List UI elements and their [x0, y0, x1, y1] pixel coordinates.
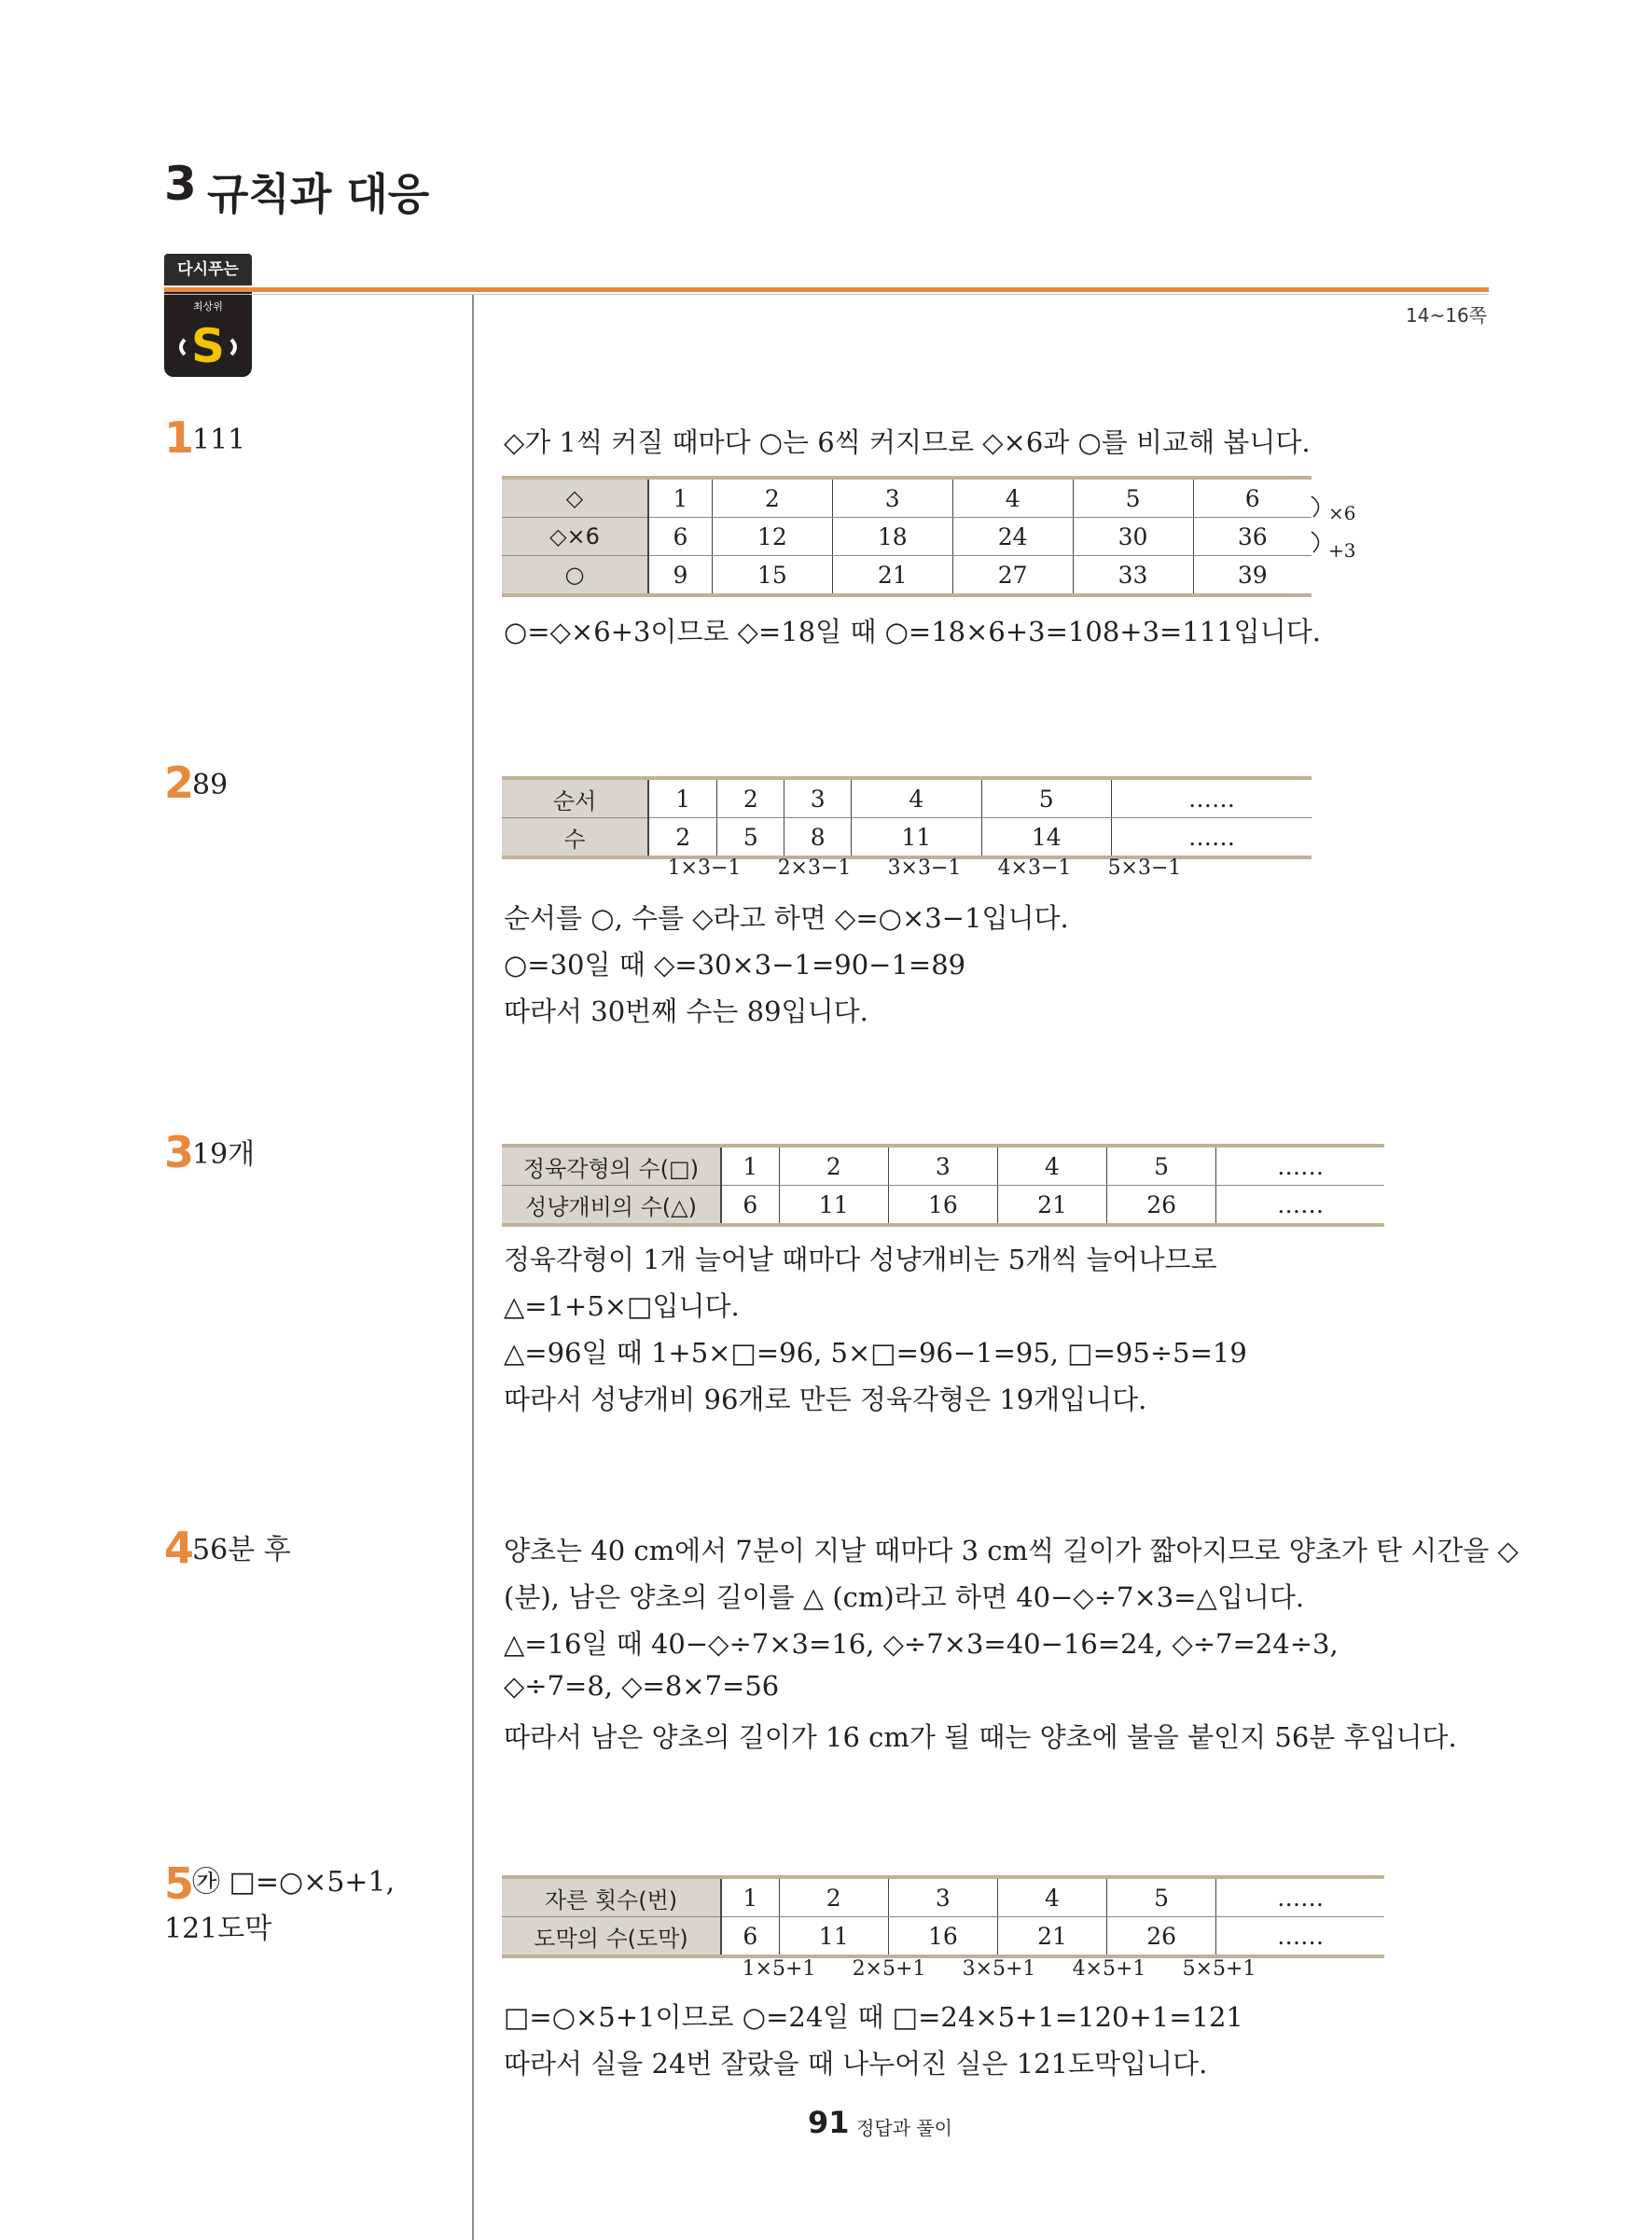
table-cell: 21 [997, 1186, 1106, 1226]
table-cell: 15 [712, 556, 832, 596]
q5-line-1: □=○×5+1이므로 ○=24일 때 □=24×5+1=120+1=121 [504, 2001, 1243, 2033]
column-divider [472, 295, 474, 2240]
table-cell: …… [1216, 1146, 1384, 1186]
q5-under-4: 4×5+1 [1072, 1957, 1146, 1981]
table-cell: 26 [1107, 1186, 1216, 1226]
q2-under-4: 4×3−1 [997, 856, 1072, 880]
q2-under-2: 2×3−1 [777, 856, 852, 880]
answer-1: 111 [192, 424, 246, 456]
table-cell: 11 [779, 1186, 888, 1226]
question-number-3: 3 [164, 1127, 195, 1177]
table-cell: 36 [1193, 518, 1312, 556]
table-cell: 3 [784, 778, 852, 818]
page-label: 정답과 풀이 [856, 2117, 952, 2139]
table-cell: …… [1111, 818, 1312, 858]
table-cell: 5 [981, 778, 1111, 818]
q5-under-2: 2×5+1 [852, 1957, 926, 1981]
table-cell: 6 [721, 1917, 779, 1957]
table-cell: 26 [1107, 1917, 1216, 1957]
q1-row1-head: ◇ [502, 478, 648, 518]
q5-table [502, 1875, 1384, 1958]
table-cell: 6 [648, 518, 712, 556]
q5-row1-head: 자른 횟수(번) [502, 1877, 721, 1917]
table-cell: 5 [1107, 1146, 1216, 1186]
table-cell: 24 [952, 518, 1073, 556]
table-cell: …… [1216, 1877, 1384, 1917]
q3-line-2: △=1+5×□입니다. [504, 1290, 740, 1322]
table-cell: 6 [1193, 478, 1312, 518]
q2-under-3: 3×3−1 [887, 856, 962, 880]
table-cell: 2 [717, 778, 784, 818]
q4-line-5: 따라서 남은 양초의 길이가 16 cm가 될 때는 양초에 불을 붙인지 56분 후입니다. [504, 1721, 1457, 1753]
table-cell: 2 [712, 478, 832, 518]
header-rule [164, 287, 1489, 292]
header-rule-thin [164, 294, 1489, 295]
q1-line-1: ○=◇×6+3이므로 ◇=18일 때 ○=18×6+3=108+3=111입니다. [504, 616, 1321, 647]
table-cell: 4 [952, 478, 1073, 518]
table-cell: 8 [784, 818, 852, 858]
page-number: 91 [808, 2105, 850, 2140]
table-cell: 14 [981, 818, 1111, 858]
badge-sub: 최상위 [193, 300, 223, 313]
q3-table [502, 1144, 1384, 1227]
table-cell: 39 [1193, 556, 1312, 596]
table-cell: 18 [832, 518, 952, 556]
q3-line-1: 정육각형이 1개 늘어날 때마다 성냥개비는 5개씩 늘어나므로 [504, 1244, 1217, 1275]
q5-row2-head: 도막의 수(도막) [502, 1917, 721, 1957]
table-cell: 1 [648, 778, 717, 818]
badge-label: 다시푸는 [164, 254, 252, 285]
q2-row1-head: 순서 [502, 778, 648, 818]
q3-line-4: 따라서 성냥개비 96개로 만든 정육각형은 19개입니다. [504, 1384, 1147, 1415]
q3-line-3: △=96일 때 1+5×□=96, 5×□=96−1=95, □=95÷5=19 [504, 1337, 1247, 1369]
table-cell: 21 [832, 556, 952, 596]
table-cell: 4 [997, 1877, 1106, 1917]
table-cell: 5 [717, 818, 784, 858]
q1-row2-head: ◇×6 [502, 518, 648, 556]
question-number-4: 4 [164, 1523, 195, 1573]
q2-under-1: 1×3−1 [667, 856, 742, 880]
answer-3: 19개 [192, 1138, 256, 1171]
badge-letter: S [190, 319, 226, 371]
table-cell: 21 [997, 1917, 1106, 1957]
q2-table [502, 776, 1312, 859]
q3-row1-head: 정육각형의 수(□) [502, 1146, 721, 1186]
badge-logo [164, 291, 252, 377]
table-cell: …… [1216, 1186, 1384, 1226]
table-cell: 16 [888, 1186, 997, 1226]
table-cell: 5 [1073, 478, 1193, 518]
question-number-2: 2 [164, 758, 195, 808]
table-cell: 2 [648, 818, 717, 858]
q2-line-2: ○=30일 때 ◇=30×3−1=90−1=89 [504, 949, 966, 981]
q4-line-4: ◇÷7=8, ◇=8×7=56 [504, 1670, 780, 1702]
page-range: 14~16쪽 [1406, 304, 1487, 327]
table-cell: 6 [721, 1186, 779, 1226]
table-cell: 9 [648, 556, 712, 596]
table-cell: …… [1111, 778, 1312, 818]
table-cell: 27 [952, 556, 1073, 596]
answer-4: 56분 후 [192, 1534, 291, 1566]
q1-intro: ◇가 1씩 커질 때마다 ○는 6씩 커지므로 ◇×6과 ○를 비교해 봅니다. [504, 426, 1311, 458]
answer-5-line-2: 121도막 [164, 1913, 272, 1945]
q3-row2-head: 성냥개비의 수(△) [502, 1186, 721, 1226]
q4-line-3: △=16일 때 40−◇÷7×3=16, ◇÷7×3=40−16=24, ◇÷7=24÷3, [504, 1628, 1339, 1660]
q5-under-5: 5×5+1 [1182, 1957, 1256, 1981]
s-logo-icon [174, 312, 243, 371]
q1-arrow-times6: ×6 [1328, 502, 1356, 524]
table-cell: 1 [648, 478, 712, 518]
table-cell: 3 [832, 478, 952, 518]
table-cell: 2 [779, 1877, 888, 1917]
q2-under-5: 5×3−1 [1107, 856, 1182, 880]
chapter-number: 3 [164, 157, 197, 211]
table-cell: 1 [721, 1146, 779, 1186]
table-cell: 11 [852, 818, 981, 858]
q5-under-1: 1×5+1 [742, 1957, 816, 1981]
table-cell: …… [1216, 1917, 1384, 1957]
table-cell: 1 [721, 1877, 779, 1917]
q5-line-2: 따라서 실을 24번 잘랐을 때 나누어진 실은 121도막입니다. [504, 2048, 1208, 2080]
answer-2: 89 [192, 769, 229, 801]
q2-line-1: 순서를 ○, 수를 ◇라고 하면 ◇=○×3−1입니다. [504, 902, 1069, 934]
q2-line-3: 따라서 30번째 수는 89입니다. [504, 995, 868, 1027]
q5-under-3: 3×5+1 [962, 1957, 1036, 1981]
question-number-5: 5 [164, 1858, 195, 1909]
table-cell: 11 [779, 1917, 888, 1957]
table-cell: 12 [712, 518, 832, 556]
q1-row3-head: ○ [502, 556, 648, 596]
q1-table [502, 476, 1312, 597]
q4-line-2: (분), 남은 양초의 길이를 △ (cm)라고 하면 40−◇÷7×3=△입니다. [504, 1581, 1305, 1613]
q2-row2-head: 수 [502, 818, 648, 858]
table-cell: 2 [779, 1146, 888, 1186]
table-cell: 3 [888, 1146, 997, 1186]
table-cell: 30 [1073, 518, 1193, 556]
answer-5-line-1: ㉮ □=○×5+1, [192, 1866, 396, 1899]
table-cell: 4 [997, 1146, 1106, 1186]
table-cell: 3 [888, 1877, 997, 1917]
chapter-title: 규칙과 대응 [207, 169, 430, 219]
q4-line-1: 양초는 40 cm에서 7분이 지날 때마다 3 cm씩 길이가 짧아지므로 양초가 탄 시간을 ◇ [504, 1535, 1519, 1566]
table-cell: 33 [1073, 556, 1193, 596]
table-cell: 16 [888, 1917, 997, 1957]
table-cell: 5 [1107, 1877, 1216, 1917]
table-cell: 4 [852, 778, 981, 818]
question-number-1: 1 [164, 412, 195, 463]
q1-arrow-plus3: +3 [1328, 539, 1356, 562]
